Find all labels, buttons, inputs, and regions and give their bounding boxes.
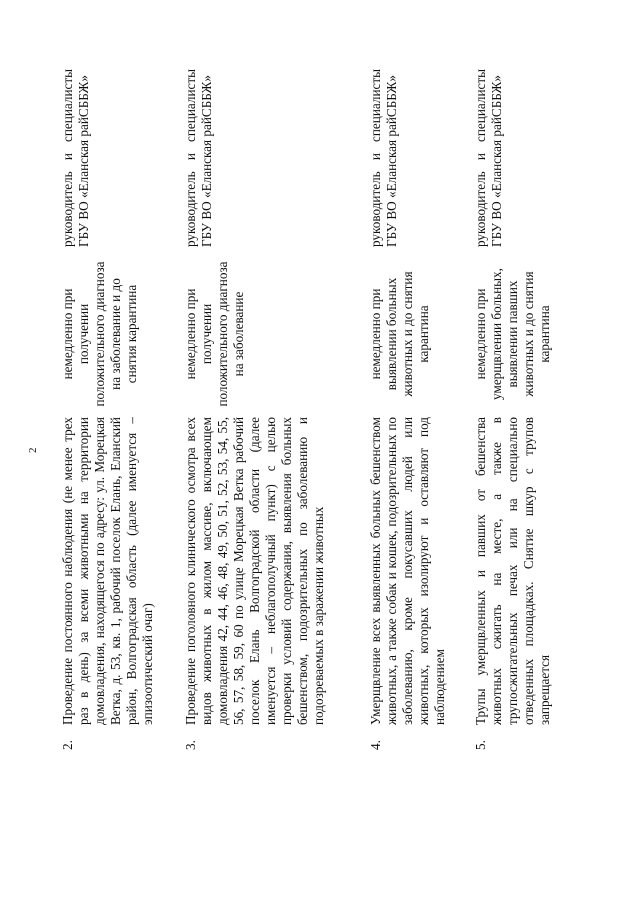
row-number: 4. bbox=[368, 740, 383, 750]
measure-responsible: руководитель и специалисты ГБУ ВО «Еланская райСББЖ» bbox=[368, 69, 399, 247]
measure-description: Проведение поголовного клинического осмотра всех видов животных в жилом массиве, включающем домовладения 42, 44, 46, 48, 49, 50, 51, 52, 53, 54, 55, 56, 57, 58, 59, 60 по улице Морецкая Ветка рабочий поселок Елань Волгоградской области (далее именуется – неблагополучный пункт) с целью проверки условий содержания, выявления больных бешенством, подозрительных по заболеванию и подозреваемых в заражении животных bbox=[183, 417, 326, 725]
row-number: 3. bbox=[183, 740, 198, 750]
measure-term: немедленно при получении положительного диагноза на заболевание bbox=[183, 261, 246, 407]
measure-responsible: руководитель и специалисты ГБУ ВО «Еланская райСББЖ» bbox=[183, 69, 214, 247]
measure-term: немедленно при получении положительного диагноза на заболевание и до снятия карантина bbox=[60, 261, 139, 407]
measure-term: немедленно при выявлении больных животных и до снятия карантина bbox=[368, 271, 431, 397]
measure-responsible: руководитель и специалисты ГБУ ВО «Еланская райСББЖ» bbox=[60, 69, 91, 247]
measure-description: Умерщвление всех выявленных больных бешенством животных, а также собак и кошек, подозрительных по заболеванию, кроме покусавших людей или животных, которых изолируют и оставляют под наблюдением bbox=[368, 417, 447, 725]
row-number: 5. bbox=[473, 740, 488, 750]
measure-responsible: руководитель и специалисты ГБУ ВО «Еланская райСББЖ» bbox=[473, 69, 504, 247]
measure-description: Проведение постоянного наблюдения (не менее трех раз в день) за всеми животными на территории домовладения, находящегося по адресу: ул. Морецкая Ветка, д. 53, кв. 1, рабочий поселок Елань, Еланский район, Волгоградская область (далее именуется – эпизоотический очаг) bbox=[60, 417, 155, 725]
measure-term: немедленно при умерщвлении больных, выявлении павших животных и до снятия карантина bbox=[473, 268, 552, 400]
row-number: 2. bbox=[60, 740, 75, 750]
measure-description: Трупы умерщвленных и павших от бешенства животных сжигать на месте, а также в трупосжигательных печах или на специально отведенных площадках. Снятие шкур с трупов запрещается bbox=[473, 417, 552, 725]
page-number: 2 bbox=[27, 447, 39, 453]
